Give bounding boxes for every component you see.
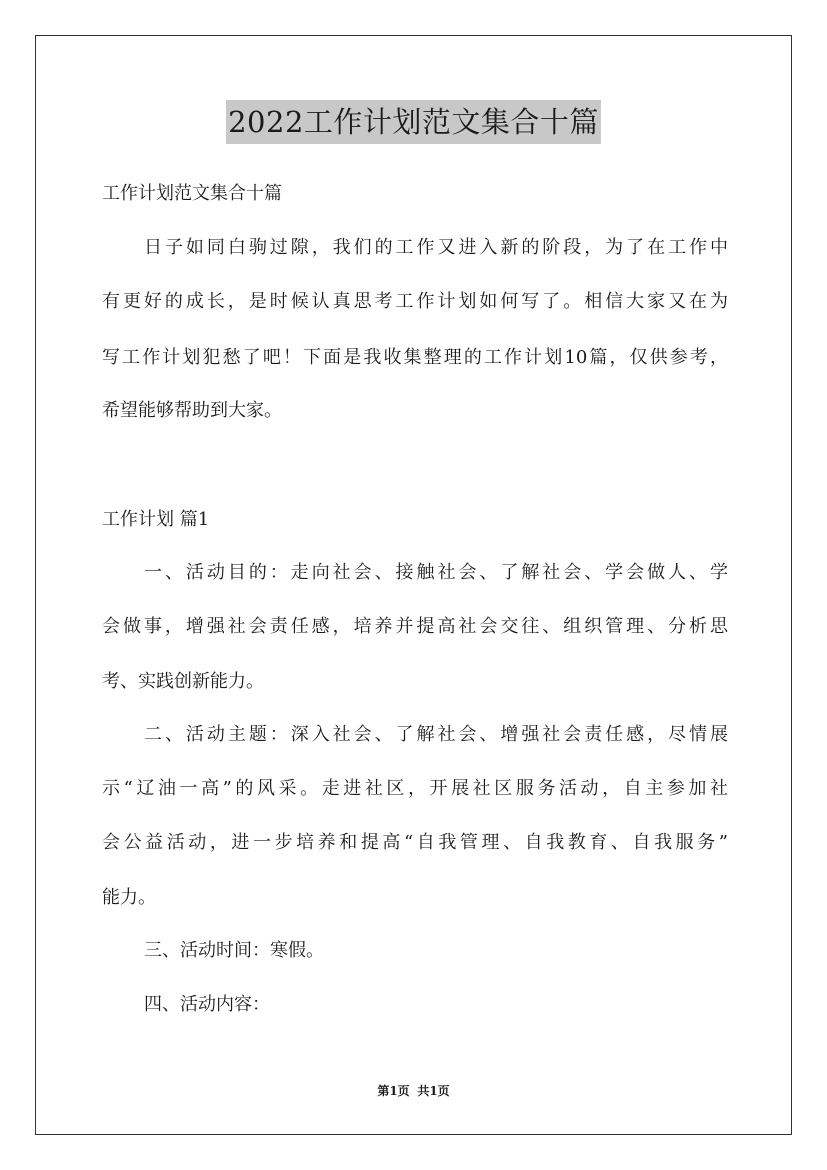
document-subtitle: 工作计划范文集合十篇 [102,183,282,204]
intro-line-2: 有更好的成长，是时候认真思考工作计划如何写了。相信大家又在为 [102,291,728,312]
intro-line-4: 希望能够帮助到大家。 [102,400,282,421]
section-line-8: 三、活动时间：寒假。 [144,940,324,961]
page-number: 第1页 [377,1084,410,1098]
page-total: 共1页 [417,1084,450,1098]
section-line-9: 四、活动内容： [144,994,270,1015]
page-footer [0,1083,827,1099]
section-line-2: 会做事，增强社会责任感，培养并提高社会交往、组织管理、分析思 [102,616,728,637]
intro-line-3: 写工作计划犯愁了吧！下面是我收集整理的工作计划10篇，仅供参考， [102,347,728,368]
section-line-6: 会公益活动，进一步培养和提高“自我管理、自我教育、自我服务” [102,832,728,853]
intro-line-1: 日子如同白驹过隙，我们的工作又进入新的阶段，为了在工作中 [144,237,728,258]
section-line-7: 能力。 [102,887,156,908]
section-line-5: 示“辽油一高”的风采。走进社区，开展社区服务活动，自主参加社 [102,778,728,799]
title-container [0,100,827,144]
section-line-3: 考、实践创新能力。 [102,671,264,692]
section-line-4: 二、活动主题：深入社会、了解社会、增强社会责任感，尽情展 [144,724,728,745]
section-line-1: 一、活动目的：走向社会、接触社会、了解社会、学会做人、学 [144,562,728,583]
document-title: 2022工作计划范文集合十篇 [226,100,601,144]
section-heading: 工作计划 篇1 [102,509,210,530]
